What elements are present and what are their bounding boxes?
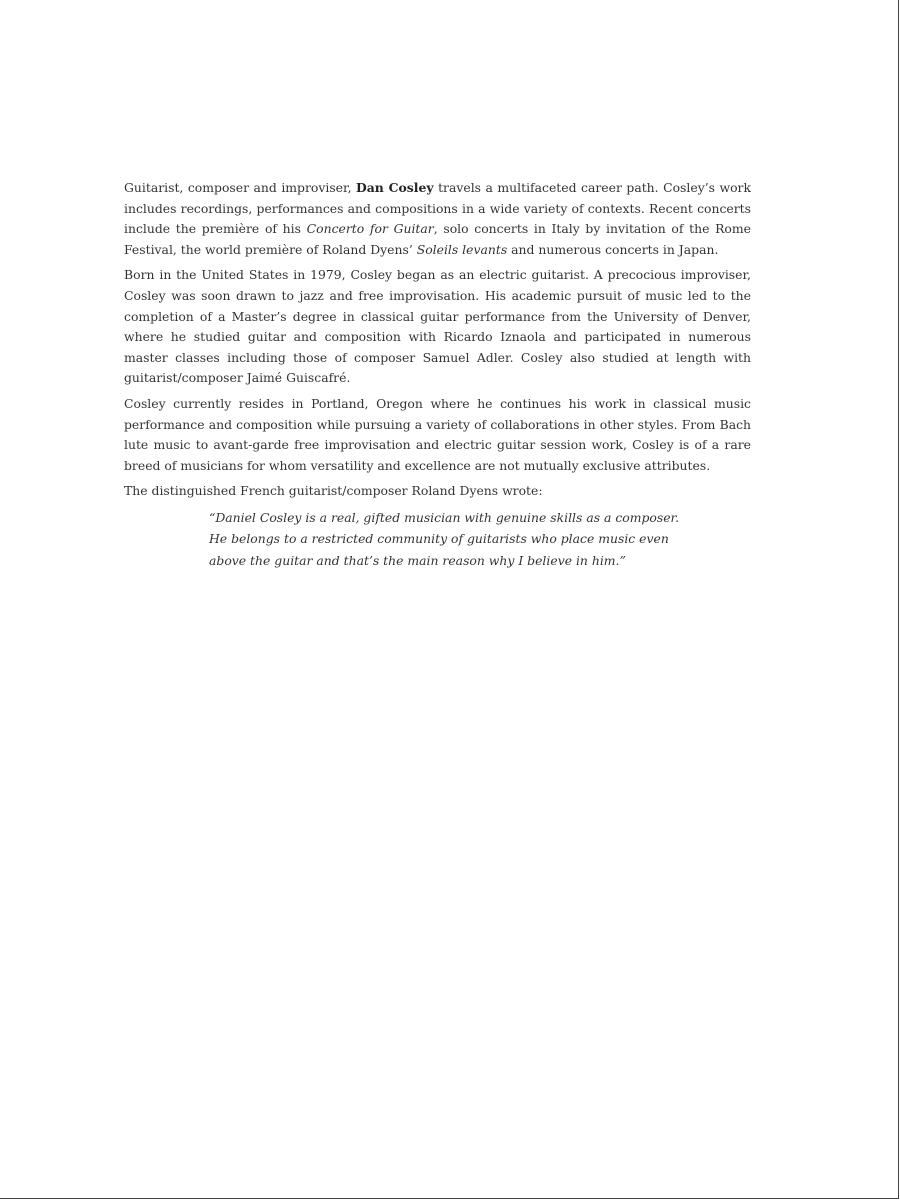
bio-text-2: , solo concerts in Italy by invitation of the Rome Festival, the world première of Roland Dyens’ <box>124 221 751 257</box>
artist-name: Dan Cosley <box>356 180 434 195</box>
bio-paragraph-1 <box>124 178 751 260</box>
bio-paragraph-4: The distinguished French guitarist/composer Roland Dyens wrote: <box>124 483 543 499</box>
bio-text-1: travels a multifaceted career path. Cosley’s work includes recordings, performances and compositions in a wide variety of contexts. Recent concerts include the première of his <box>124 180 751 237</box>
work-title-soleils: Soleils levants <box>416 241 508 257</box>
bio-text-3: and numerous concerts in Japan. <box>507 241 719 257</box>
quote-line: “Daniel Cosley is a real, gifted musician with genuine skills as a composer. <box>209 509 680 525</box>
bio-intro: Guitarist, composer and improviser, <box>124 180 357 195</box>
bio-paragraph-3: Cosley currently resides in Portland, Oregon where he continues his work in classical music performance and composition while pursuing a variety of collaborations in other styles. From Bach lute music to avant-garde free improvisation and electric guitar session work, Cosley is of a rare breed of musicians for whom versatility and excellence are not mutually exclusive attributes. <box>124 395 751 473</box>
biography-text <box>124 178 751 571</box>
work-title-concerto: Concerto for Guitar <box>306 221 434 237</box>
bio-paragraph-2: Born in the United States in 1979, Cosley began as an electric guitarist. A precocious improviser, Cosley was soon drawn to jazz and free improvisation. His academic pursuit of music led to the completion of a Master’s degree in classical guitar performance from the University of Denver, where he studied guitar and composition with Ricardo Iznaola and participated in numerous master classes including those of composer Samuel Adler. Cosley also studied at length with guitarist/composer Jaimé Guiscafré. <box>124 267 751 386</box>
dyens-quote <box>209 507 751 572</box>
quote-line: above the guitar and that’s the main reason why I believe in him.” <box>209 552 626 568</box>
quote-line: He belongs to a restricted community of guitarists who place music even <box>209 531 669 547</box>
